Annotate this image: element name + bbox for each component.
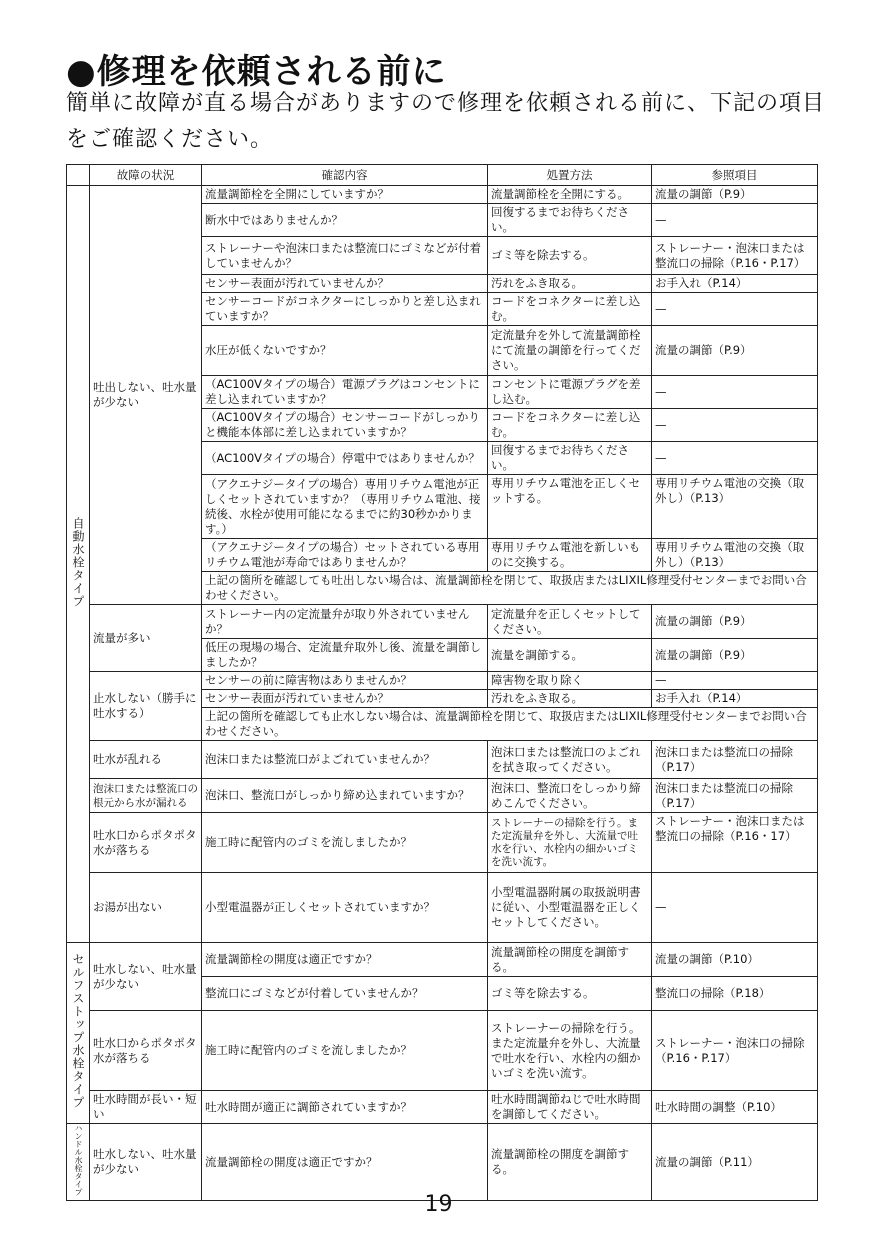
check-cell: （アクエナジータイプの場合）専用リチウム電池が正しくセットされていますか？（専用リチウム電池、接続後、水栓が使用可能になるまでに約30秒かかります。） [202,475,488,539]
header-category [67,165,90,186]
check-cell: センサー表面が汚れていませんか？ [202,275,488,293]
ref-cell: 整流口の掃除（P.18） [652,977,818,1011]
check-cell: ストレーナーや泡沫口または整流口にゴミなどが付着していませんか？ [202,237,488,275]
action-cell: 流量を調節する。 [488,639,652,672]
check-cell: センサーの前に障害物はありませんか？ [202,672,488,690]
intro-text: 簡単に故障が直る場合がありますので修理を依頼される前に、下記の項目をご確認ください。 [66,91,826,152]
action-cell: 流量調節栓の開度を調節する。 [488,943,652,977]
header-symptom: 故障の状況 [90,165,202,186]
action-cell: 回復するまでお待ちください。 [488,204,652,237]
category-self: セルフストップ水栓タイプ [67,943,90,1124]
check-cell: 施工時に配管内のゴミを流しましたか？ [202,813,488,873]
check-cell: 整流口にゴミなどが付着していませんか？ [202,977,488,1011]
action-cell: 定流量弁を外して流量調節栓にて流量の調節を行ってください。 [488,326,652,376]
check-cell: 施工時に配管内のゴミを流しましたか？ [202,1011,488,1091]
header-ref: 参照項目 [652,165,818,186]
ref-cell: 流量の調節（P.9） [652,186,818,204]
table-row [67,1124,818,1201]
action-cell: ストレーナーの掃除を行う。また定流量弁を外し、大流量で吐水を行い、水栓内の細かいゴミを洗い流す。 [488,813,652,873]
header-check: 確認内容 [202,165,488,186]
category-handle: ハンドル水栓タイプ [67,1124,90,1201]
symptom-cell: 吐水口からポタポタ水が落ちる [90,813,202,873]
action-cell: ストレーナーの掃除を行う。また定流量弁を外し、大流量で吐水を行い、水栓内の細かいゴミを洗い流す。 [488,1011,652,1091]
table-row [67,779,818,813]
ref-cell: ストレーナー・泡沫口または整流口の掃除（P.16・17） [652,813,818,873]
ref-cell: ストレーナー・泡沫口の掃除（P.16・P.17） [652,1011,818,1091]
action-cell: 流量調節栓の開度を調節する。 [488,1124,652,1201]
table-row [67,186,818,204]
ref-cell: 専用リチウム電池の交換（取外し）（P.13） [652,539,818,572]
ref-cell: 流量の調節（P.9） [652,639,818,672]
ref-cell: 泡沫口または整流口の掃除（P.17） [652,779,818,813]
ref-cell: お手入れ（P.14） [652,690,818,708]
table-row [67,1091,818,1124]
table-row [67,605,818,639]
note-cell: 上記の箇所を確認しても吐出しない場合は、流量調節栓を閉じて、取扱店またはLIXIL修理受付センターまでお問い合わせください。 [202,572,818,605]
page-number: 19 [424,1192,453,1217]
symptom-cell: 吐出しない、吐水量が少ない [90,186,202,605]
symptom-cell: 流量が多い [90,605,202,672]
table-row [67,873,818,943]
troubleshooting-table [66,164,818,1201]
action-cell: 定流量弁を正しくセットしてください。 [488,605,652,639]
ref-cell: 吐水時間の調整（P.10） [652,1091,818,1124]
symptom-cell: お湯が出ない [90,873,202,943]
check-cell: 吐水時間が適正に調節されていますか？ [202,1091,488,1124]
check-cell: 水圧が低くないですか？ [202,326,488,376]
header-action: 処置方法 [488,165,652,186]
symptom-cell: 泡沫口または整流口の根元から水が漏れる [90,779,202,813]
ref-cell: 流量の調節（P.9） [652,326,818,376]
ref-cell: — [652,376,818,409]
ref-cell: お手入れ（P.14） [652,275,818,293]
check-cell: 流量調節栓の開度は適正ですか？ [202,1124,488,1201]
ref-cell: — [652,873,818,943]
symptom-cell: 吐水しない、吐水量が少ない [90,943,202,1011]
action-cell: ゴミ等を除去する。 [488,237,652,275]
symptom-cell: 吐水口からポタポタ水が落ちる [90,1011,202,1091]
table-row [67,813,818,873]
action-cell: ゴミ等を除去する。 [488,977,652,1011]
action-cell: コンセントに電源プラグを差し込む。 [488,376,652,409]
action-cell: 汚れをふき取る。 [488,690,652,708]
action-cell: 泡沫口、整流口をしっかり締めこんでください。 [488,779,652,813]
check-cell: 流量調節栓の開度は適正ですか？ [202,943,488,977]
table-row [67,1011,818,1091]
check-cell: センサーコードがコネクターにしっかりと差し込まれていますか？ [202,293,488,326]
check-cell: （アクエナジータイプの場合）セットされている専用リチウム電池が寿命ではありませんか？ [202,539,488,572]
ref-cell: ストレーナー・泡沫口または整流口の掃除（P.16・P.17） [652,237,818,275]
action-cell: 泡沫口または整流口のよごれを拭き取ってください。 [488,741,652,779]
ref-cell: 流量の調節（P.10） [652,943,818,977]
check-cell: （AC100Vタイプの場合）センサーコードがしっかりと機能本体部に差し込まれていますか？ [202,409,488,442]
category-auto: 自動水栓タイプ [67,186,90,943]
page-title: ●修理を依頼される前に [66,52,447,92]
check-cell: （AC100Vタイプの場合）電源プラグはコンセントに差し込まれていますか？ [202,376,488,409]
header-row [67,165,818,186]
check-cell: 低圧の現場の場合、定流量弁取外し後、流量を調節しましたか？ [202,639,488,672]
table-row [67,672,818,690]
ref-cell: — [652,442,818,475]
action-cell: 専用リチウム電池を正しくセットする。 [488,475,652,539]
check-cell: 泡沫口、整流口がしっかり締め込まれていますか？ [202,779,488,813]
check-cell: 小型電温器が正しくセットされていますか？ [202,873,488,943]
action-cell: コードをコネクターに差し込む。 [488,409,652,442]
action-cell: 小型電温器附属の取扱説明書に従い、小型電温器を正しくセットしてください。 [488,873,652,943]
action-cell: 障害物を取り除く [488,672,652,690]
action-cell: コードをコネクターに差し込む。 [488,293,652,326]
table-row [67,741,818,779]
ref-cell: — [652,409,818,442]
ref-cell: — [652,672,818,690]
action-cell: 流量調節栓を全開にする。 [488,186,652,204]
ref-cell: 流量の調節（P.9） [652,605,818,639]
ref-cell: 泡沫口または整流口の掃除（P.17） [652,741,818,779]
action-cell: 汚れをふき取る。 [488,275,652,293]
ref-cell: — [652,293,818,326]
note-cell: 上記の箇所を確認しても止水しない場合は、流量調節栓を閉じて、取扱店またはLIXIL修理受付センターまでお問い合わせください。 [202,708,818,741]
table-row [67,943,818,977]
ref-cell: 専用リチウム電池の交換（取外し）（P.13） [652,475,818,539]
ref-cell: 流量の調節（P.11） [652,1124,818,1201]
symptom-cell: 吐水時間が長い・短い [90,1091,202,1124]
check-cell: （AC100Vタイプの場合）停電中ではありませんか？ [202,442,488,475]
action-cell: 回復するまでお待ちください。 [488,442,652,475]
symptom-cell: 止水しない（勝手に吐水する） [90,672,202,741]
check-cell: 断水中ではありませんか？ [202,204,488,237]
check-cell: 泡沫口または整流口がよごれていませんか？ [202,741,488,779]
check-cell: センサー表面が汚れていませんか？ [202,690,488,708]
action-cell: 吐水時間調節ねじで吐水時間を調節してください。 [488,1091,652,1124]
ref-cell: — [652,204,818,237]
check-cell: 流量調節栓を全開にしていますか？ [202,186,488,204]
symptom-cell: 吐水しない、吐水量が少ない [90,1124,202,1201]
symptom-cell: 吐水が乱れる [90,741,202,779]
action-cell: 専用リチウム電池を新しいものに交換する。 [488,539,652,572]
check-cell: ストレーナー内の定流量弁が取り外されていませんか？ [202,605,488,639]
